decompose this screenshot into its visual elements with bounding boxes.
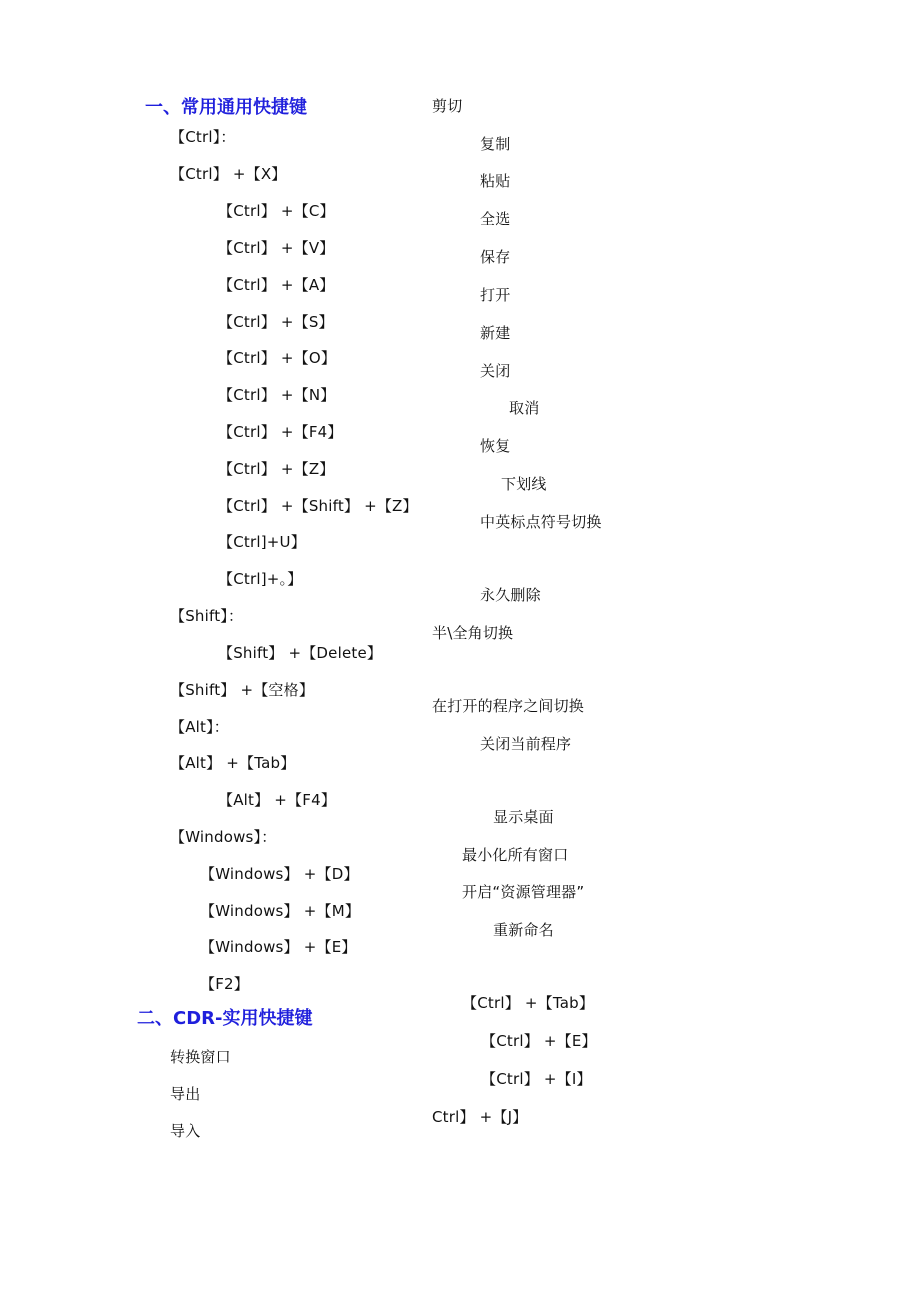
- shortcut-ctrl-u: 【Ctrl]+U】: [218, 533, 306, 551]
- shortcut-ctrl-shift-z: 【Ctrl】 +【Shift】 +【Z】: [218, 497, 418, 515]
- function-close: 关闭: [480, 362, 511, 380]
- shortcut-ctrl-c: 【Ctrl】 +【C】: [218, 202, 335, 220]
- shortcut-ctrl-o: 【Ctrl】 +【O】: [218, 349, 337, 367]
- cdr-shortcut-ctrl-e: 【Ctrl】 +【E】: [481, 1032, 597, 1050]
- function-cut: 剪切: [432, 97, 463, 115]
- shortcut-shift-delete: 【Shift】 +【Delete】: [218, 644, 383, 662]
- shortcut-ctrl-s: 【Ctrl】 +【S】: [218, 313, 334, 331]
- shortcut-windows-m: 【Windows】 +【M】: [200, 902, 361, 920]
- function-undo: 取消: [509, 399, 540, 417]
- shortcut-ctrl-x: 【Ctrl】 +【X】: [170, 165, 287, 183]
- function-select-all: 全选: [480, 210, 511, 228]
- cdr-function-export: 导出: [170, 1085, 201, 1103]
- function-show-desktop: 显示桌面: [493, 808, 554, 826]
- shortcut-shift-space: 【Shift】 +【空格】: [170, 681, 315, 699]
- function-permanent-delete: 永久删除: [480, 586, 541, 604]
- function-open: 打开: [480, 286, 511, 304]
- cdr-function-switch-window: 转换窗口: [170, 1048, 231, 1066]
- shortcut-alt-f4: 【Alt】 +【F4】: [218, 791, 337, 809]
- shortcut-ctrl-v: 【Ctrl】 +【V】: [218, 239, 335, 257]
- function-underline: 下划线: [501, 475, 547, 493]
- function-punctuation-toggle: 中英标点符号切换: [480, 513, 602, 531]
- section-1-heading: 一、常用通用快捷键: [145, 97, 307, 118]
- shortcut-alt-group: 【Alt】：: [170, 718, 230, 736]
- function-redo: 恢复: [480, 437, 511, 455]
- shortcut-ctrl-z: 【Ctrl】 +【Z】: [218, 460, 335, 478]
- shortcut-ctrl-a: 【Ctrl】 +【A】: [218, 276, 335, 294]
- cdr-shortcut-ctrl-j: Ctrl】 +【J】: [432, 1108, 528, 1126]
- function-width-toggle: 半\全角切换: [432, 624, 514, 642]
- shortcut-ctrl-period: 【Ctrl]+。】: [218, 570, 303, 588]
- function-close-program: 关闭当前程序: [480, 735, 572, 753]
- cdr-shortcut-ctrl-tab: 【Ctrl】 +【Tab】: [462, 994, 595, 1012]
- cdr-function-import: 导入: [170, 1122, 201, 1140]
- function-switch-programs: 在打开的程序之间切换: [432, 697, 585, 715]
- function-open-explorer: 开启“资源管理器”: [462, 883, 585, 901]
- function-rename: 重新命名: [493, 921, 554, 939]
- shortcut-windows-e: 【Windows】 +【E】: [200, 938, 357, 956]
- shortcut-alt-tab: 【Alt】 +【Tab】: [170, 754, 296, 772]
- shortcut-windows-group: 【Windows】：: [170, 828, 277, 846]
- shortcut-f2: 【F2】: [200, 975, 249, 993]
- shortcut-ctrl-group: 【Ctrl】：: [170, 128, 236, 146]
- shortcut-windows-d: 【Windows】 +【D】: [200, 865, 359, 883]
- function-new: 新建: [480, 324, 511, 342]
- function-paste: 粘贴: [480, 172, 511, 190]
- shortcut-shift-group: 【Shift】：: [170, 607, 244, 625]
- function-copy: 复制: [480, 135, 511, 153]
- function-minimize-all: 最小化所有窗口: [462, 846, 569, 864]
- section-2-heading: 二、CDR-实用快捷键: [137, 1008, 313, 1029]
- function-save: 保存: [480, 248, 511, 266]
- shortcut-ctrl-f4: 【Ctrl】 +【F4】: [218, 423, 343, 441]
- shortcut-ctrl-n: 【Ctrl】 +【N】: [218, 386, 336, 404]
- cdr-shortcut-ctrl-i: 【Ctrl】 +【I】: [481, 1070, 592, 1088]
